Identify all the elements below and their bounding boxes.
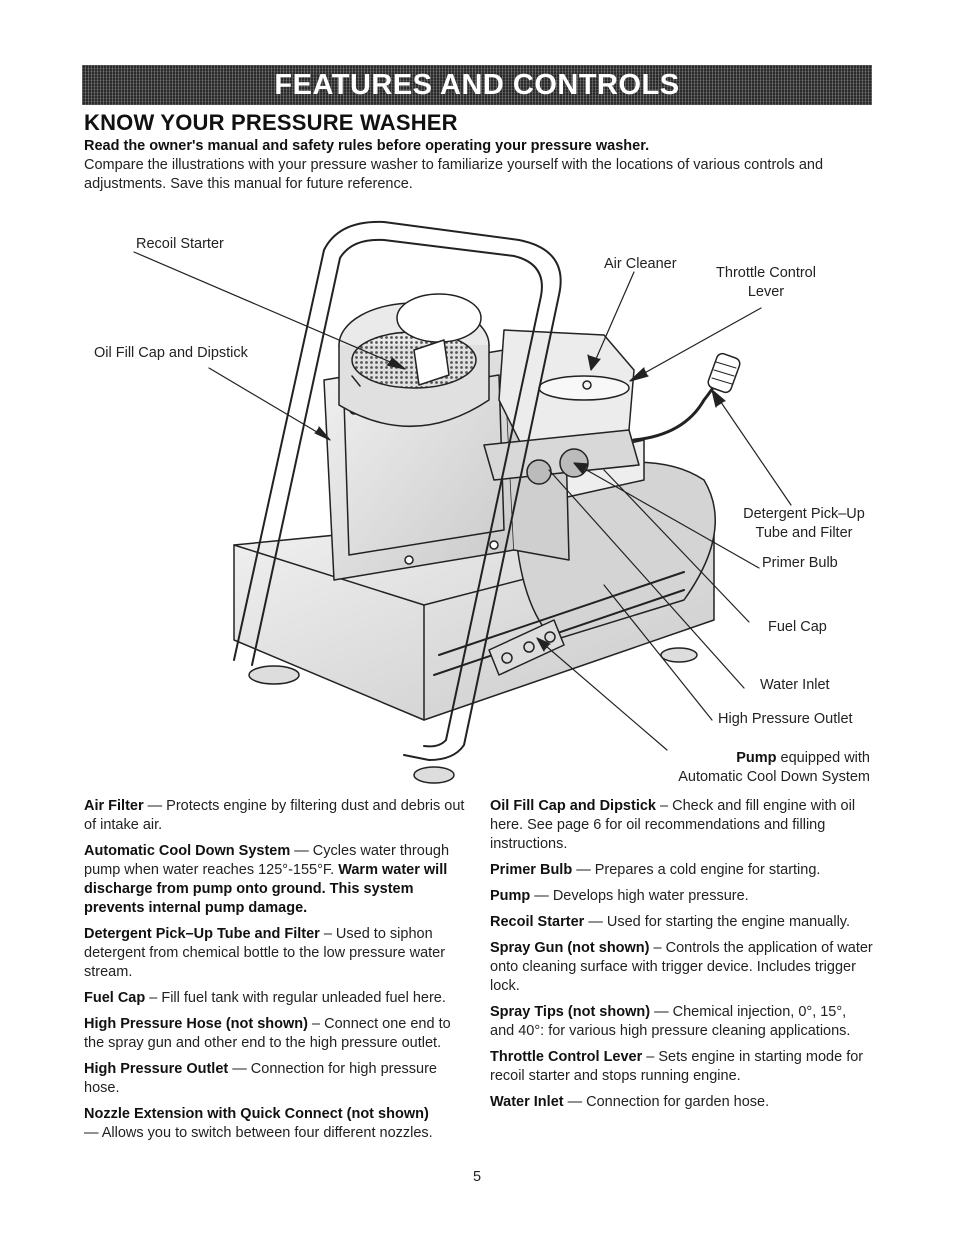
feature-description: – Controls the application of water onto cleaning surface with trigger device. Includes trigger lock. xyxy=(490,940,873,994)
feature-term: High Pressure Hose (not shown) xyxy=(84,1016,308,1032)
feature-term: Air Filter xyxy=(84,798,144,814)
callout-pump-line2: Automatic Cool Down System xyxy=(678,769,870,785)
callout-fuel-cap: Fuel Cap xyxy=(768,619,827,635)
feature-term: Oil Fill Cap and Dipstick xyxy=(490,798,656,814)
feature-entry xyxy=(490,939,874,996)
feature-entry xyxy=(490,1003,874,1041)
feature-term: Primer Bulb xyxy=(490,862,573,878)
feature-description: — Protects engine by filtering dust and debris out of intake air. xyxy=(84,798,465,833)
feature-entry xyxy=(84,1015,468,1053)
feature-entry xyxy=(84,1060,468,1098)
feature-term: Automatic Cool Down System xyxy=(84,843,291,859)
callout-pump-bold: Pump xyxy=(736,750,777,766)
callout-pump xyxy=(660,749,870,787)
feature-entry xyxy=(84,1105,468,1143)
feature-description: — Allows you to switch between four different nozzles. xyxy=(84,1125,433,1141)
feature-description: — Chemical injection, 0°, 15°, and 40°: for various high pressure cleaning applications. xyxy=(490,1004,851,1039)
feature-description: – Used to siphon detergent from chemical bottle to the low pressure water stream. xyxy=(84,926,446,980)
feature-description: — Develops high water pressure. xyxy=(530,888,749,904)
feature-term: High Pressure Outlet xyxy=(84,1061,229,1077)
feature-description: — Prepares a cold engine for starting. xyxy=(572,862,821,878)
feature-description: – Sets engine in starting mode for recoil starter and stops running engine. xyxy=(490,1049,864,1084)
feature-description: – Check and fill engine with oil here. See page 6 for oil recommendations and filling instructions. xyxy=(490,798,856,852)
feature-description: — Connection for garden hose. xyxy=(563,1094,770,1110)
feature-term: Throttle Control Lever xyxy=(490,1049,643,1065)
feature-term: Spray Gun (not shown) xyxy=(490,940,650,956)
banner-title: FEATURES AND CONTROLS xyxy=(274,68,680,101)
feature-entry xyxy=(490,1093,874,1112)
callout-detergent-line2: Tube and Filter xyxy=(755,525,853,541)
feature-entry xyxy=(84,989,468,1008)
feature-entry xyxy=(84,925,468,982)
intro-warning: Read the owner's manual and safety rules before operating your pressure washer. xyxy=(84,138,650,154)
feature-description: — Used for starting the engine manually. xyxy=(584,914,850,930)
feature-entry xyxy=(490,913,874,932)
callout-high-pressure-outlet: High Pressure Outlet xyxy=(718,711,853,727)
feature-term: Fuel Cap xyxy=(84,990,146,1006)
callout-water-inlet: Water Inlet xyxy=(760,677,830,693)
feature-entry xyxy=(84,842,468,918)
feature-description: — Connection for high pressure hose. xyxy=(84,1061,437,1096)
feature-term: Pump xyxy=(490,888,531,904)
callout-detergent-pickup xyxy=(734,505,874,543)
section-heading: KNOW YOUR PRESSURE WASHER xyxy=(84,110,458,135)
feature-term: Detergent Pick–Up Tube and Filter xyxy=(84,926,320,942)
feature-entry xyxy=(490,887,874,906)
feature-term: Spray Tips (not shown) xyxy=(490,1004,651,1020)
callout-oil-fill-cap: Oil Fill Cap and Dipstick xyxy=(94,345,248,361)
feature-description: — Cycles water through pump when water reaches 125°-155°F. xyxy=(84,843,450,878)
callout-recoil-starter: Recoil Starter xyxy=(136,236,224,252)
feature-warning: Warm water will discharge from pump onto ground. This system prevents internal pump damage. xyxy=(84,862,448,916)
feature-entry xyxy=(490,1048,874,1086)
feature-entry xyxy=(490,797,874,854)
feature-description: – Connect one end to the spray gun and other end to the high pressure outlet. xyxy=(84,1016,451,1051)
features-right-column xyxy=(490,797,874,1119)
callout-pump-rest: equipped with xyxy=(776,750,870,766)
callout-throttle-line1: Throttle Control xyxy=(716,265,816,281)
fuel-tank xyxy=(484,330,639,484)
features-left-column xyxy=(84,797,468,1150)
detergent-hose xyxy=(634,352,741,440)
feature-entry xyxy=(84,797,468,835)
page-number: 5 xyxy=(472,1169,482,1185)
callout-throttle-control-lever xyxy=(706,264,826,302)
feature-entry xyxy=(490,861,874,880)
feature-term: Water Inlet xyxy=(490,1094,564,1110)
callout-air-cleaner: Air Cleaner xyxy=(604,256,677,272)
recoil-starter-cover xyxy=(339,294,489,426)
callout-throttle-line2: Lever xyxy=(747,284,785,300)
feature-description: – Fill fuel tank with regular unleaded fuel here. xyxy=(145,990,446,1006)
callout-detergent-line1: Detergent Pick–Up xyxy=(743,506,865,522)
feature-term: Nozzle Extension with Quick Connect (not shown) xyxy=(84,1106,429,1122)
intro-paragraph: Compare the illustrations with your pressure washer to familiarize yourself with the locations of various controls and adjustments. Save this manual for future reference. xyxy=(84,157,824,192)
feature-term: Recoil Starter xyxy=(490,914,585,930)
section-banner xyxy=(82,65,872,105)
callout-primer-bulb: Primer Bulb xyxy=(762,555,838,571)
